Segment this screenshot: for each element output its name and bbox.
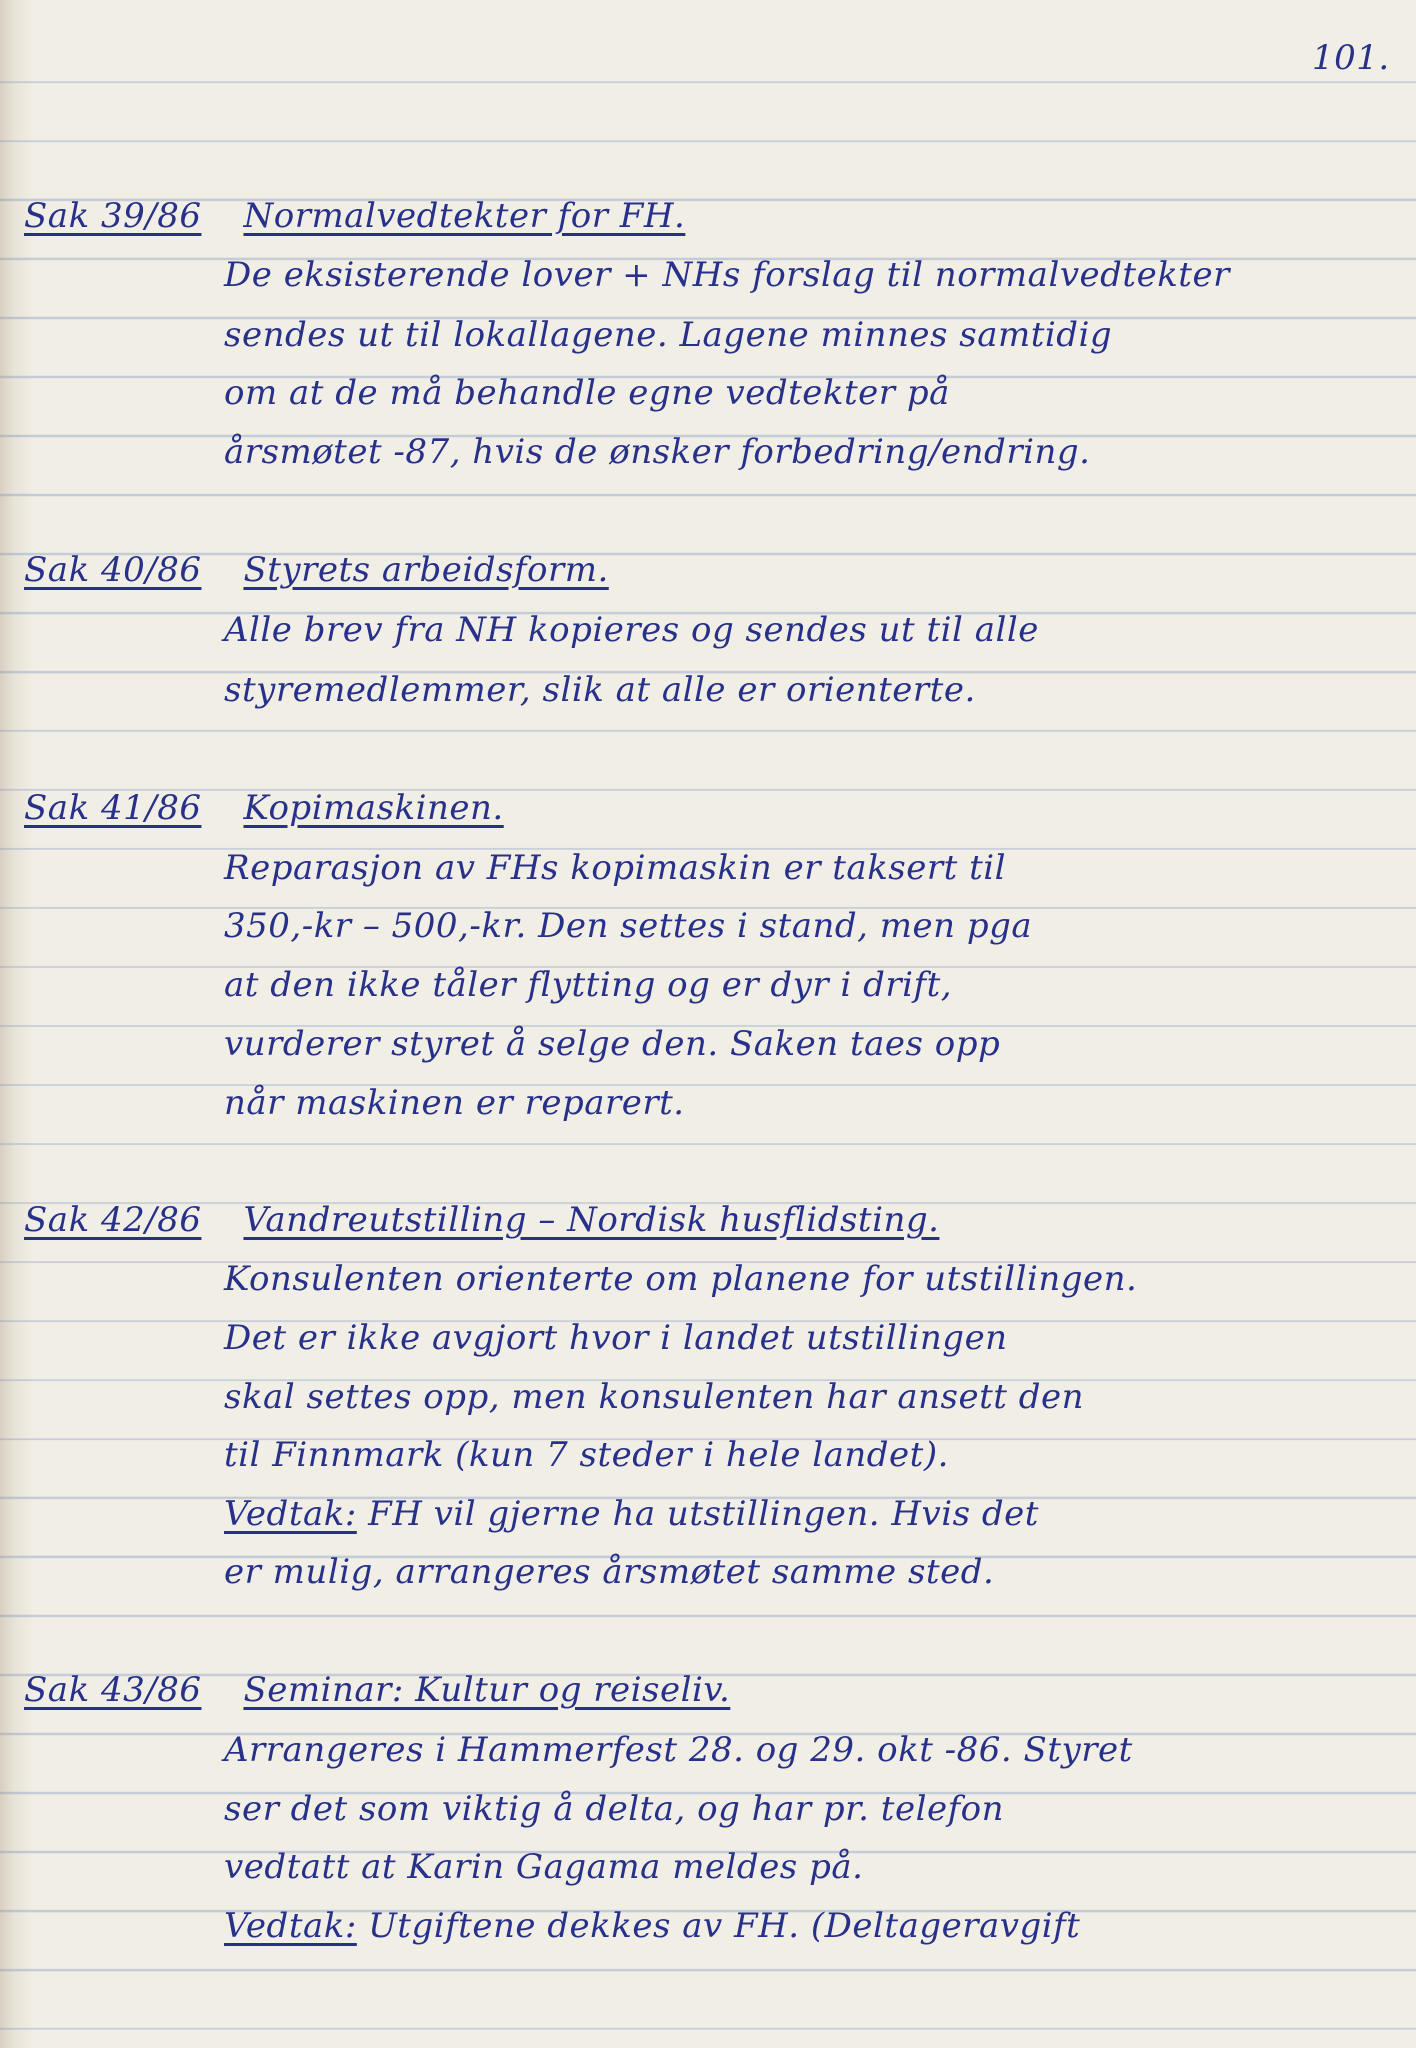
text-line: Reparasjon av FHs kopimaskin er taksert til (224, 848, 1007, 888)
text-line: til Finnmark (kun 7 steder i hele landet). (224, 1435, 949, 1475)
case-heading (24, 1200, 939, 1240)
text-line: sendes ut til lokallagene. Lagene minnes samtidig (224, 315, 1113, 355)
text-line: er mulig, arrangeres årsmøtet samme sted. (224, 1552, 995, 1592)
case-heading (24, 550, 609, 590)
text-line: Alle brev fra NH kopieres og sendes ut til alle (224, 610, 1039, 650)
text-line: Konsulenten orienterte om planene for utstillingen. (224, 1259, 1138, 1299)
text-line: skal settes opp, men konsulenten har ansett den (224, 1377, 1085, 1417)
case-title: Normalvedtekter for FH. (243, 196, 686, 236)
text-line: vurderer styret å selge den. Saken taes opp (224, 1024, 1001, 1064)
text-line: når maskinen er reparert. (224, 1083, 685, 1123)
case-number: Sak 40/86 (24, 550, 202, 590)
decision-line (224, 1906, 1080, 1946)
page-number: 101. (1312, 38, 1390, 78)
case-title: Kopimaskinen. (243, 788, 504, 828)
text-line: De eksisterende lover + NHs forslag til normalvedtekter (224, 255, 1230, 295)
text-line: årsmøtet -87, hvis de ønsker forbedring/endring. (224, 432, 1091, 472)
text-line: vedtatt at Karin Gagama meldes på. (224, 1847, 864, 1887)
text-line: om at de må behandle egne vedtekter på (224, 373, 950, 413)
text-line: Det er ikke avgjort hvor i landet utstillingen (224, 1318, 1008, 1358)
text-line: at den ikke tåler flytting og er dyr i drift, (224, 965, 953, 1005)
case-title: Vandreutstilling – Nordisk husflidsting. (243, 1200, 940, 1240)
case-title: Seminar: Kultur og reiseliv. (243, 1670, 731, 1710)
case-number: Sak 39/86 (24, 196, 202, 236)
decision-line (224, 1494, 1039, 1534)
text-line: ser det som viktig å delta, og har pr. telefon (224, 1789, 1005, 1829)
text-line: styremedlemmer, slik at alle er orienterte. (224, 670, 976, 710)
decision-text: Utgiftene dekkes av FH. (Deltageravgift (356, 1906, 1081, 1946)
case-title: Styrets arbeidsform. (243, 550, 609, 590)
decision-text: FH vil gjerne ha utstillingen. Hvis det (356, 1494, 1039, 1534)
decision-label: Vedtak: (224, 1494, 357, 1534)
case-heading (24, 1670, 730, 1710)
text-line: 350,-kr – 500,-kr. Den settes i stand, men pga (224, 906, 1033, 946)
case-heading (24, 788, 504, 828)
case-number: Sak 43/86 (24, 1670, 202, 1710)
text-line: Arrangeres i Hammerfest 28. og 29. okt -86. Styret (224, 1730, 1133, 1770)
case-number: Sak 41/86 (24, 788, 202, 828)
case-number: Sak 42/86 (24, 1200, 202, 1240)
decision-label: Vedtak: (224, 1906, 357, 1946)
case-heading (24, 196, 685, 236)
